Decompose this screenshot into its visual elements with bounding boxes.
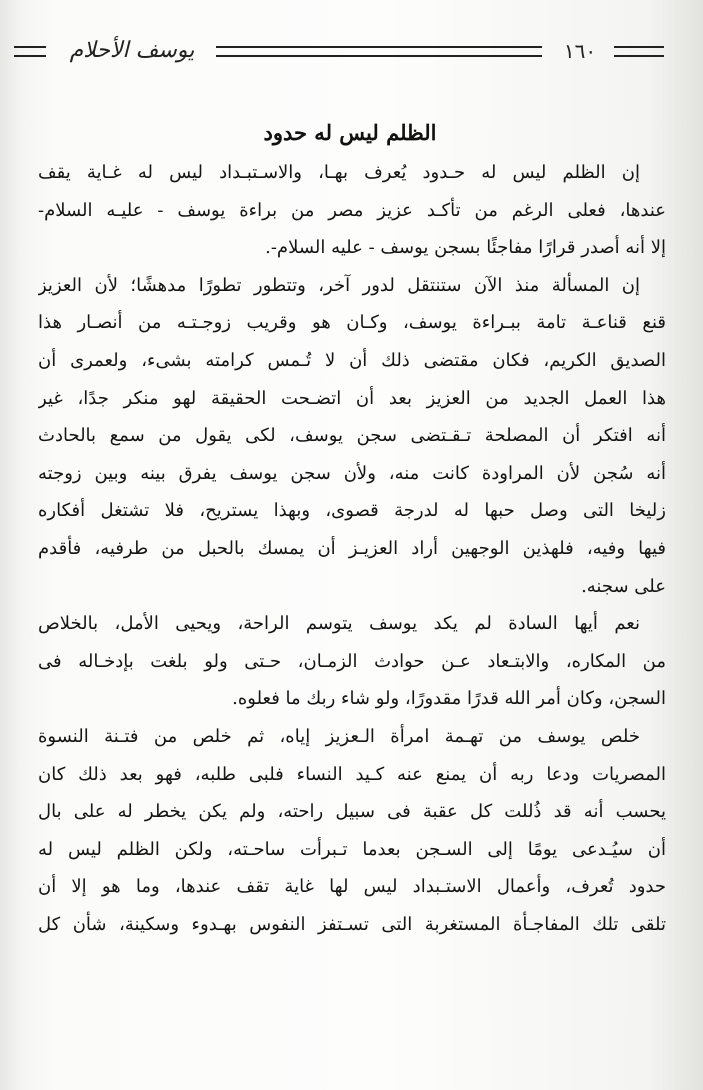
paragraph-2 <box>38 267 666 605</box>
paragraph-1 <box>38 154 666 267</box>
text-line: هذا العمل الجديد من العزيز بعد أن اتضـحت الحقيقة لهو منكر جدًا، غير <box>38 387 666 409</box>
text-line: على سجنه. <box>581 575 666 597</box>
text-line: أنه افتكر أن المصلحة تـقـتضى سجن يوسف، لكى يقول من سمع بالحادث <box>38 425 666 447</box>
page-number: ١٦٠ <box>563 39 597 63</box>
text-line: أنه سُجن لأن المراودة كانت منه، ولأن سجن يوسف يفرق بينه وبين زوجته <box>38 462 666 484</box>
text-line: زليخا التى وصل حبها له لدرجة قصوى، وبهذا يستريح، فلا تشتغل أفكاره <box>38 500 666 522</box>
text-line: إن الظلم ليس له حـدود يُعرف بهـا، والاسـتبـداد ليس له غـاية يقف <box>38 162 640 183</box>
header-rule-middle <box>216 46 542 57</box>
text-line: إن المسألة منذ الآن ستنتقل لدور آخر، وتتطور تطورًا مدهشًا؛ لأن العزيز <box>38 274 640 296</box>
text-line: فيها وفيه، فلهذين الوجهين أراد العزيـز أن يمسك بالحبل من طرفيه، فأقدم <box>38 537 666 559</box>
book-title: يوسف الأحلام <box>69 38 195 63</box>
text-line: المصريات ودعا ربه أن يمنع عنه كـيد النساء فلبى طلبه، فهو بعد ذلك كان <box>38 763 666 785</box>
text-line: إلا أنه أصدر قرارًا مفاجئًا بسجن يوسف - عليه السلام-. <box>265 237 666 259</box>
text-line: قنع قناعـة تامة ببـراءة يوسف، وكـان هو وقريب زوجـتـه من أنصـار هذا <box>38 312 666 334</box>
text-line: يحسب أنه قد ذُللت كل عقبة فى سبيل راحته، ولم يكن يخطر له على بال <box>38 801 666 823</box>
text-line: حدود تُعرف، وأعمال الاستـبداد ليس لها غاية تقف عندها، وما هو إلا أن <box>38 876 666 898</box>
paragraph-4 <box>38 718 666 944</box>
chapter-title: الظلم ليس له حدود <box>263 120 437 145</box>
header-rule-right <box>614 46 664 57</box>
body-text <box>38 154 666 943</box>
paragraph-3 <box>38 605 666 718</box>
text-line: من المكاره، والابتـعاد عـن حوادث الزمـان، حـتى ولو بلغت بإدخـاله فى <box>38 650 666 672</box>
text-line: أن سيُـدعى يومًا إلى السـجن بعدما تـبرأت ساحـته، ولكن الظلم ليس له <box>38 838 666 860</box>
running-header <box>14 36 674 66</box>
text-line: السجن، وكان أمر الله قدرًا مقدورًا، ولو شاء ربك ما فعلوه. <box>232 688 666 710</box>
text-line: نعم أيها السادة لم يكد يوسف يتوسم الراحة، ويحيى الأمل، بالخلاص <box>38 613 640 635</box>
header-rule-left <box>14 46 46 57</box>
text-line: خلص يوسف من تهـمة امرأة الـعزيز إياه، ثم خلص من فتـنة النسوة <box>38 725 640 747</box>
text-line: عندها، فعلى الرغم من تأكـد عزيز مصر من براءة يوسف - عليـه السلام- <box>38 199 666 221</box>
text-line: الصديق الكريم، فكان مقتضى ذلك أن لا تُـمس كرامته بشىء، ولعمرى أن <box>38 349 666 371</box>
text-line: تلقى تلك المفاجـأة المستغربة التى تسـتفز النفوس بهـدوء وسكينة، شأن كل <box>38 913 666 935</box>
